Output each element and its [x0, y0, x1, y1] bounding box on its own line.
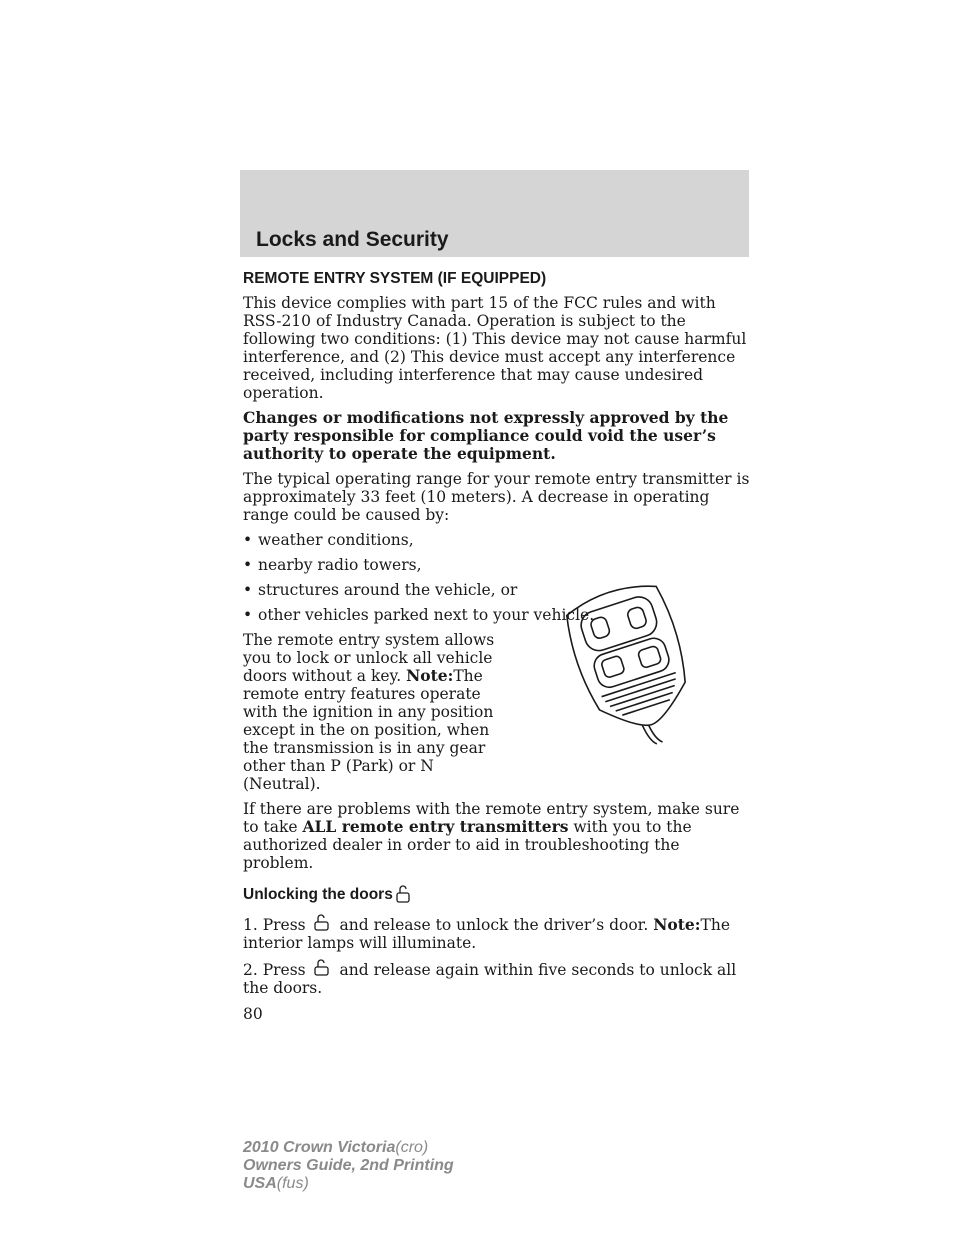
step-1: 1. Press and release to unlock the driver’s door. Note:The interior lamps will illuminate.: [243, 915, 730, 952]
unlock-icon: [313, 914, 331, 932]
page-heading: REMOTE ENTRY SYSTEM (IF EQUIPPED): [243, 270, 547, 287]
range-paragraph: The typical operating range for your remote entry transmitter is approximately 33 feet (10 meters). A decrease in operating range could be caused by:: [243, 470, 750, 524]
footer: 2010 Crown Victoria(cro) Owners Guide, 2nd Printing USA(fus): [243, 1139, 454, 1192]
fcc-paragraph: This device complies with part 15 of the FCC rules and with RSS-210 of Industry Canada. Operation is subject to the following two conditions: (1) This device may not cause harmful interference, and (2) This device must accept any interference received, including interference that may cause undesired operation.: [243, 294, 747, 402]
key-fob-illustration: [563, 578, 698, 748]
unlocking-subheading: Unlocking the doors: [243, 884, 753, 904]
list-item: • nearby radio towers,: [243, 556, 422, 574]
list-item: • other vehicles parked next to your vehicle.: [243, 606, 595, 624]
problems-paragraph: If there are problems with the remote entry system, make sure to take ALL remote entry transmitters with you to the authorized dealer in order to aid in troubleshooting the problem.: [243, 800, 740, 872]
list-item: • weather conditions,: [243, 531, 414, 549]
section-title: Locks and Security: [256, 228, 449, 251]
unlock-icon: [313, 959, 331, 977]
list-item: • structures around the vehicle, or: [243, 581, 518, 599]
unlock-icon: [395, 884, 411, 904]
warning-paragraph: Changes or modifications not expressly approved by the party responsible for compliance could void the user’s authority to operate the equipment.: [243, 408, 729, 463]
step-2: 2. Press and release again within five seconds to unlock all the doors.: [243, 961, 737, 997]
page-number: 80: [243, 1005, 263, 1023]
system-paragraph: The remote entry system allows you to lock or unlock all vehicle doors without a key. Note:The remote entry features operate with the ignition in any position except in the on position, when the transmission is in any gear other than P (Park) or N (Neutral).: [243, 631, 495, 793]
